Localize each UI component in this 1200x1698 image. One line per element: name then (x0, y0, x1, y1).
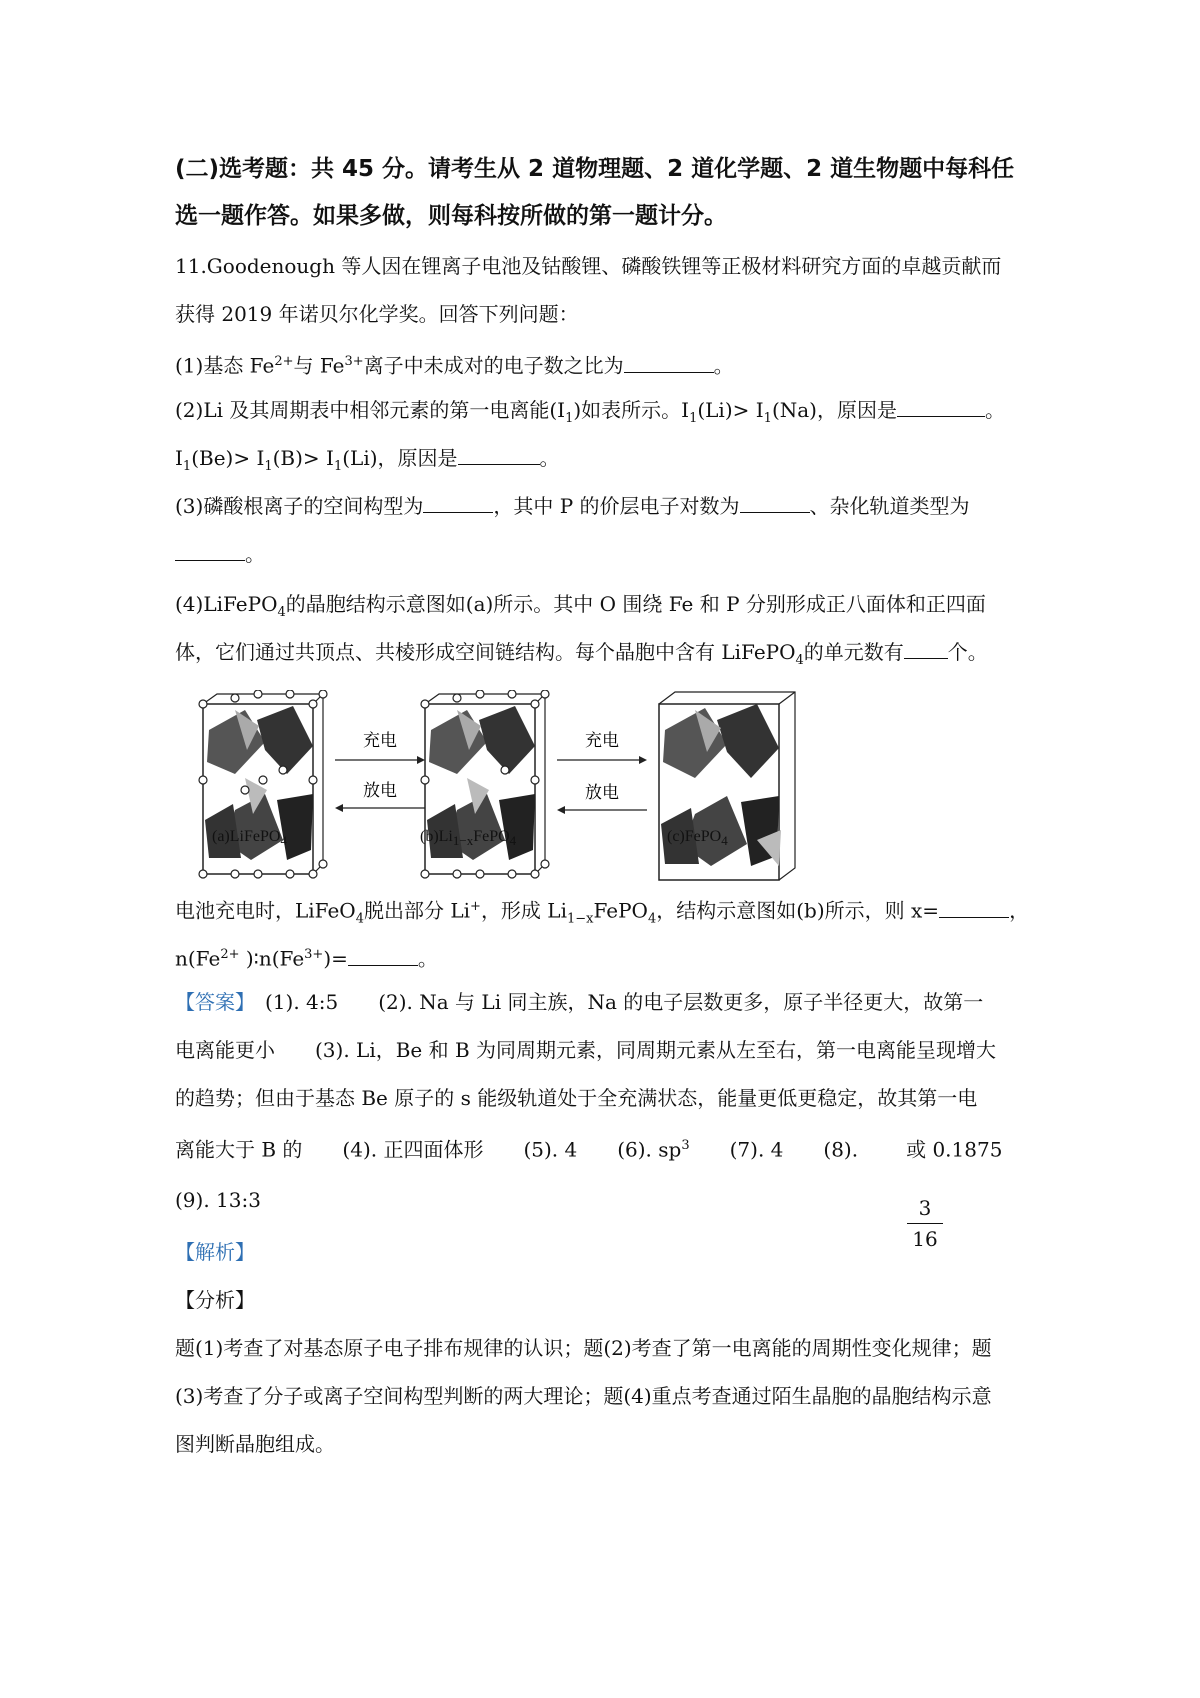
question-intro-line1: 11.Goodenough 等人因在锂离子电池及钴酸锂、磷酸铁锂等正极材料研究方面的卓越贡献而 (175, 254, 1002, 278)
arrow2-top-label: 充电 (585, 731, 619, 751)
answer-line2: 电离能更小 (3). Li，Be 和 B 为同周期元素，同周期元素从左至右，第一电离能呈现增大 (175, 1038, 997, 1062)
question-4-line2: 体，它们通过共顶点、共棱形成空间链结构。每个晶胞中含有 LiFePO$_4$的单元数有 个。 (175, 640, 988, 668)
cell-c-fepo4 (659, 692, 795, 880)
fraction-numerator: 3 (918, 1196, 932, 1220)
answer-line3: 的趋势；但由于基态 Be 原子的 s 能级轨道处于全充满状态，能量更低更稳定，故其第一电 (175, 1086, 978, 1110)
answer-line4: 离能大于 B 的 (4). 正四面体形 (5). 4 (6). $sp^3$ (7). 4 (8). 或 0.1875 (175, 1137, 1003, 1162)
answer-blank (897, 398, 985, 417)
answer-blank (423, 494, 493, 513)
question-intro-line2: 获得 2019 年诺贝尔化学奖。回答下列问题： (175, 302, 579, 326)
analysis-line1: 题(1)考查了对基态原子电子排布规律的认识；题(2)考查了第一电离能的周期性变化规律；题 (175, 1336, 992, 1360)
question-1: (1)基态 $Fe^{2+}$与 $Fe^{3+}$离子中未成对的电子数之比为 。 (175, 353, 734, 378)
section-heading-line2: 选一题作答。如果多做，则每科按所做的第一题计分。 (175, 203, 727, 229)
question-2-line2: $I_1(Be)> I_1(B)> I_1(Li)$，原因是 。 (175, 446, 560, 474)
cell-b-li1-xfepo4 (421, 690, 549, 878)
answer-blank (740, 494, 810, 513)
caption-a: (a)LiFePO$_4$ (212, 828, 287, 849)
answer-blank (904, 640, 948, 659)
question-4-line1: (4)LiFePO$_4$的晶胞结构示意图如(a)所示。其中 O 围绕 Fe 和 P 分别形成正八面体和正四面 (175, 592, 986, 620)
arrow1-top-label: 充电 (363, 731, 397, 751)
answer-blank (939, 899, 1009, 918)
answer-line1: 【答案】 (1). 4:5 (2). Na 与 Li 同主族，Na 的电子层数更多，原子半径更大，故第一 (175, 990, 984, 1014)
section-heading-line1: (二)选考题：共 45 分。请考生从 2 道物理题、2 道化学题、2 道生物题中每科任 (175, 156, 1015, 182)
arrow2-bottom-label: 放电 (585, 783, 619, 803)
question-2-line1: (2)Li 及其周期表中相邻元素的第一电离能$(I_1)$如表所示。$I_1(Li)> I_1(Na)$，原因是 。 (175, 398, 1005, 426)
analysis-subtag: 【分析】 (175, 1288, 255, 1312)
arrow1-bottom-label: 放电 (363, 781, 397, 801)
fraction-denominator: 16 (912, 1227, 938, 1251)
answer-blank (458, 446, 540, 465)
caption-b: $(b)Li_{1-x}FePO_4$ (420, 828, 517, 849)
answer-blank (348, 947, 418, 966)
caption-c: (c)FePO$_4$ (667, 828, 728, 849)
answer-blank (624, 354, 714, 373)
charging-question-line1: 电池充电时，LiFeO$_4$脱出部分 Li+，形成 $Li_{1-x}FePO_4$，结构示意图如(b)所示，则 x= ， (175, 898, 1030, 927)
answer-line5: (9). 13:3 (175, 1188, 261, 1212)
analysis-line3: 图判断晶胞组成。 (175, 1432, 335, 1456)
analysis-tag: 【解析】 (175, 1240, 255, 1264)
answer-tag: 【答案】 (175, 990, 245, 1014)
analysis-line2: (3)考查了分子或离子空间构型判断的两大理论；题(4)重点考查通过陌生晶胞的晶胞结构示意 (175, 1384, 992, 1408)
answer-blank (175, 542, 245, 561)
question-3-line1: (3)磷酸根离子的空间构型为 ，其中 P 的价层电子对数为 、杂化轨道类型为 (175, 494, 970, 518)
answer-fraction (907, 1195, 943, 1252)
question-3-line2: 。 (175, 540, 265, 568)
charging-question-line2: $n(Fe^{2+}$ )$∶n(Fe^{3+})=$ 。 (175, 946, 438, 971)
